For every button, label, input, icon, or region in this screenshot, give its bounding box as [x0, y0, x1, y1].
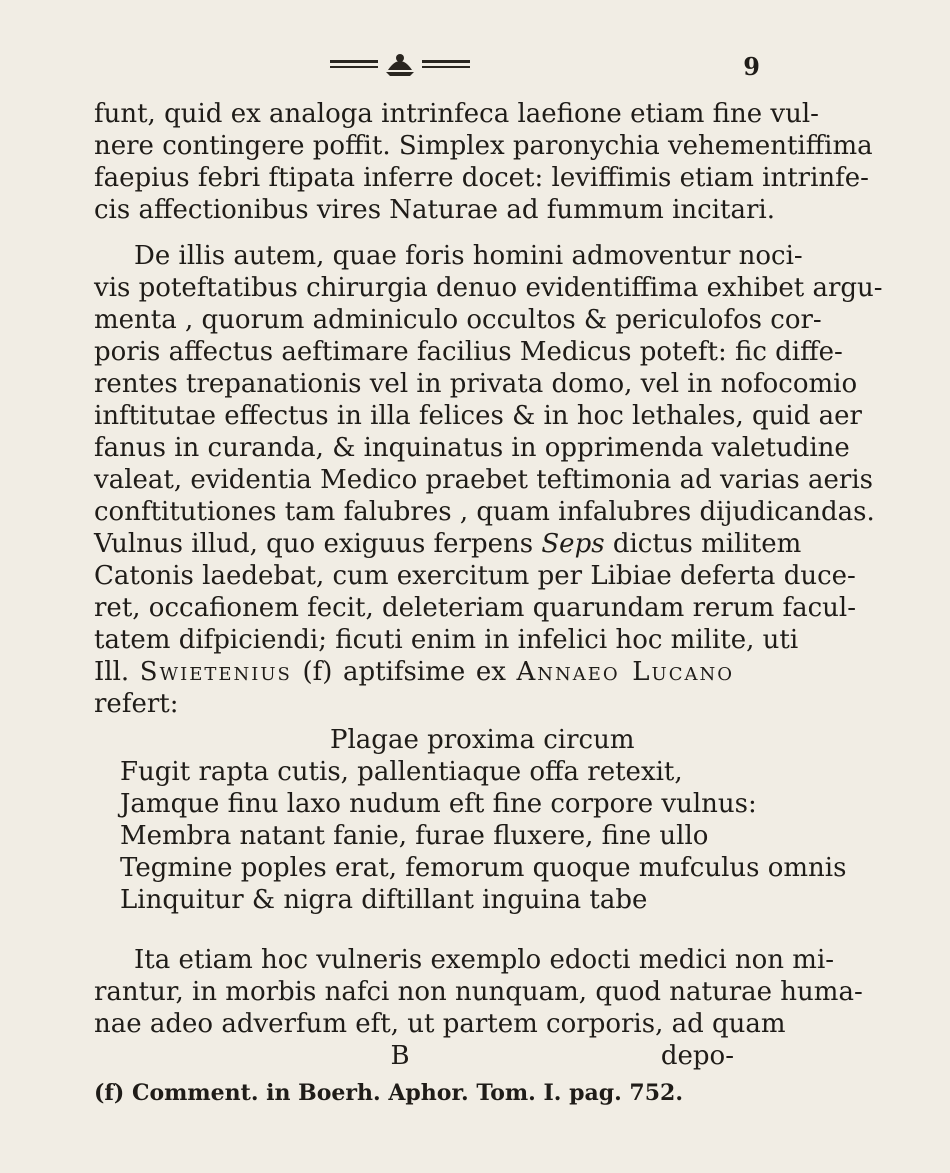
- page-header: [0, 48, 800, 88]
- text-run: Ill.: [94, 657, 140, 687]
- text-line: cis affectionibus vires Naturae ad fummum incitari.: [94, 195, 775, 225]
- text-run: Seps: [541, 529, 605, 559]
- text-run: Swietenius: [139, 657, 292, 687]
- text-line: nere contingere poffit. Simplex paronychia vehementiffima: [94, 131, 873, 161]
- text-run: (f) aptifsime ex: [291, 657, 517, 687]
- text-line: De illis autem, quae foris homini admoventur noci-: [134, 241, 803, 271]
- text-line: Catonis laedebat, cum exercitum per Libiae deferta duce-: [94, 561, 856, 591]
- verse-line: Tegmine poples erat, femorum quoque mufculus omnis: [120, 853, 847, 883]
- verse-line: Fugit rapta cutis, pallentiaque offa retexit,: [120, 757, 683, 787]
- text-line: menta , quorum adminiculo occultos & periculofos cor-: [94, 305, 822, 335]
- text-run: Annaeo Lucano: [516, 657, 734, 687]
- text-line: [94, 528, 802, 560]
- text-line: conftitutiones tam falubres , quam infalubres dijudicandas.: [94, 497, 875, 527]
- text-line: nae adeo adverfum eft, ut partem corporis, ad quam: [94, 1009, 786, 1039]
- text-line: [94, 656, 734, 688]
- footnote: (f) Comment. in Boerh. Aphor. Tom. I. pag. 752.: [94, 1080, 683, 1106]
- text-line: valeat, evidentia Medico praebet teftimonia ad varias aeris: [94, 465, 873, 495]
- text-line: poris affectus aeftimare facilius Medicus poteft: fic diffe-: [94, 337, 843, 367]
- text-line: fanus in curanda, & inquinatus in opprimenda valetudine: [94, 433, 850, 463]
- text-line: faepius febri ftipata inferre docet: leviffimis etiam intrinfe-: [94, 163, 869, 193]
- text-line: rantur, in morbis nafci non nunquam, quod naturae huma-: [94, 977, 863, 1007]
- verse-line: Linquitur & nigra diftillant inguina tabe: [120, 885, 648, 915]
- verse-line: Jamque finu laxo nudum eft fine corpore vulnus:: [120, 789, 757, 819]
- text-line: refert:: [94, 689, 179, 719]
- verse-line: Plagae proxima circum: [330, 725, 635, 755]
- text-run: Vulnus illud, quo exiguus ferpens: [94, 529, 542, 559]
- text-line: funt, quid ex analoga intrinfeca laefione etiam fine vul-: [94, 99, 819, 129]
- text-line: Ita etiam hoc vulneris exemplo edocti medici non mi-: [134, 945, 835, 975]
- page-number: 9: [743, 52, 760, 81]
- text-line: tatem difpiciendi; ficuti enim in infelici hoc milite, uti: [94, 625, 799, 655]
- text-line: inftitutae effectus in illa felices & in hoc lethales, quid aer: [94, 401, 862, 431]
- verse-line: Membra natant fanie, furae fluxere, fine ullo: [120, 821, 709, 851]
- signature-mark: B: [390, 1041, 410, 1071]
- text-line: ret, occafionem fecit, deleteriam quarundam rerum facul-: [94, 593, 857, 623]
- printers-ornament-icon: [330, 48, 470, 78]
- catchword: depo-: [660, 1041, 734, 1071]
- text-run: dictus militem: [604, 529, 802, 559]
- text-line: vis poteftatibus chirurgia denuo evidentiffima exhibet argu-: [94, 273, 883, 303]
- text-line: rentes trepanationis vel in privata domo, vel in nofocomio: [94, 369, 858, 399]
